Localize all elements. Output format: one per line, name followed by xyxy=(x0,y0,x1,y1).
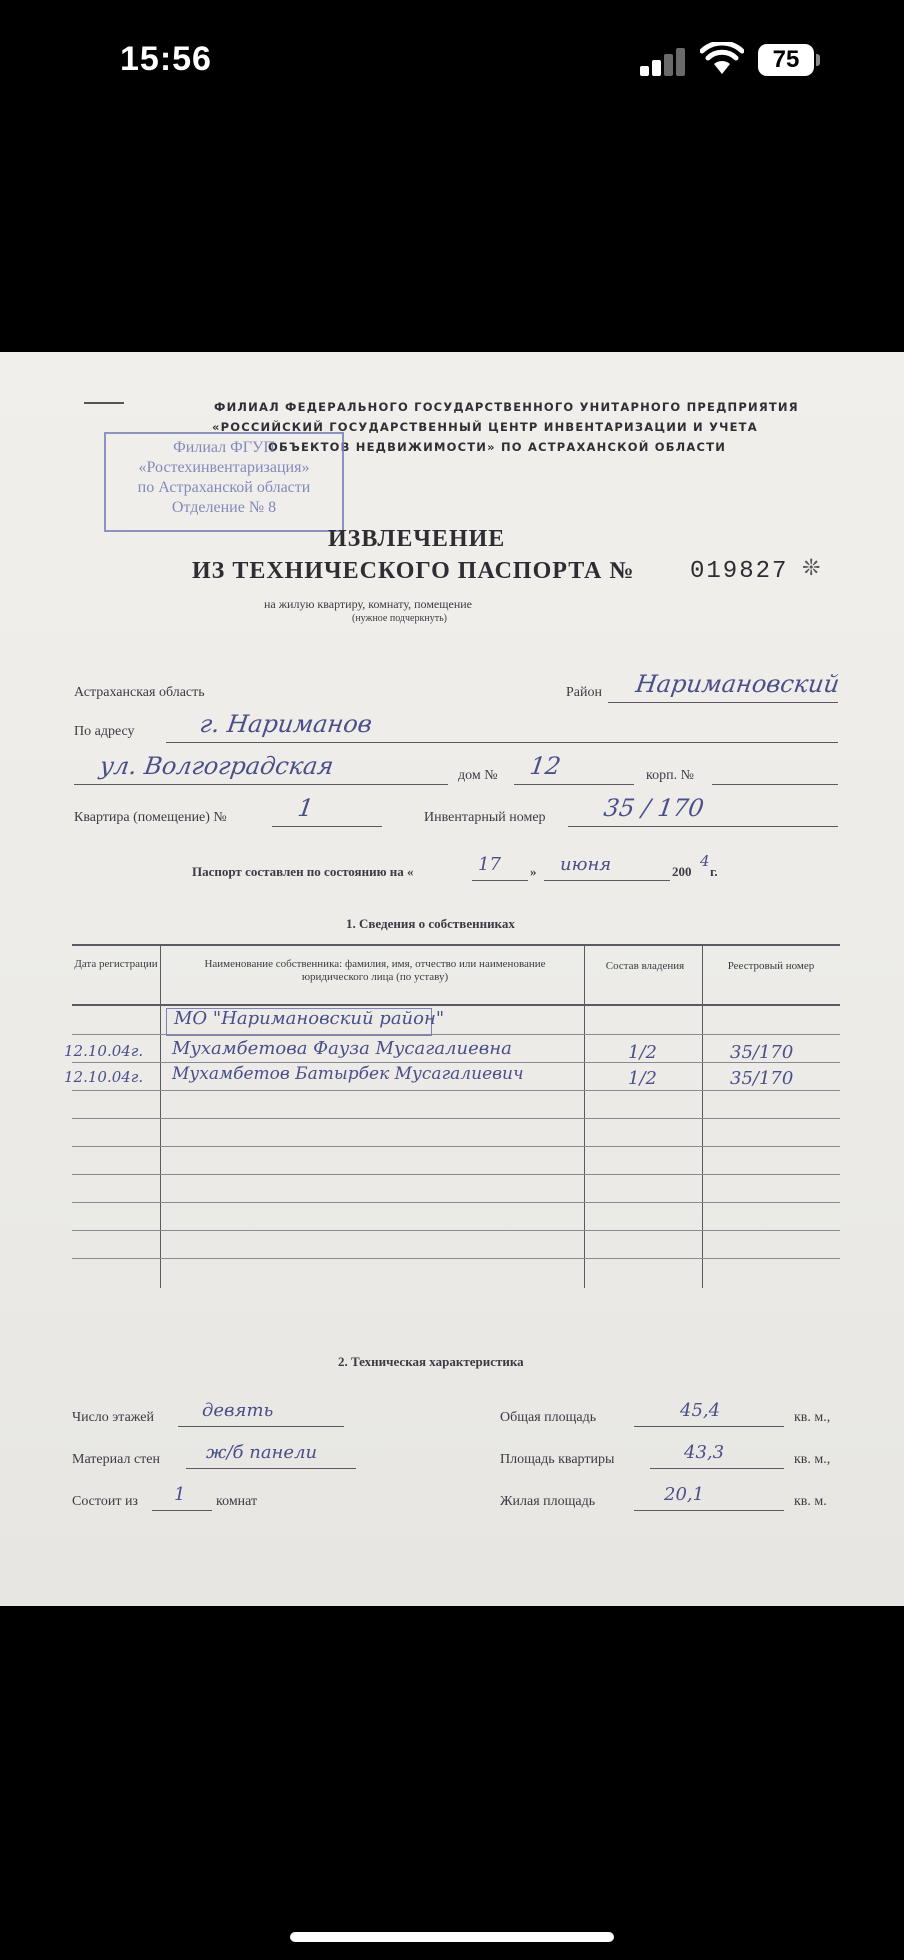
battery-icon: 75 xyxy=(758,44,814,76)
table-row: 12.10.04г. xyxy=(64,1068,144,1086)
house-underline xyxy=(514,784,634,785)
address-value: г. Нариманов xyxy=(198,710,374,738)
walls-value: ж/б панели xyxy=(206,1442,318,1463)
stamp-line: Филиал ФГУП xyxy=(173,439,275,456)
stamp-line: Отделение № 8 xyxy=(171,499,277,516)
passport-number: 019827 xyxy=(690,558,789,585)
corner-mark xyxy=(84,402,124,404)
purpose-note: (нужное подчеркнуть) xyxy=(352,613,447,624)
unit-3: кв. м. xyxy=(794,1494,827,1509)
street-value: ул. Волгоградская xyxy=(98,752,336,780)
date-month: июня xyxy=(560,854,612,875)
col-header-date: Дата регистрации xyxy=(74,958,158,970)
apartment-value: 1 xyxy=(296,794,316,822)
living-area-value: 20,1 xyxy=(664,1484,705,1505)
header-line-3: ОБЪЕКТОВ НЕДВИЖИМОСТИ» ПО АСТРАХАНСКОЙ ОБЛАСТИ xyxy=(268,440,727,454)
table-top-border xyxy=(72,944,840,946)
purpose-line: на жилую квартиру, комнату, помещение xyxy=(264,597,472,611)
header-line-1: ФИЛИАЛ ФЕДЕРАЛЬНОГО ГОСУДАРСТВЕННОГО УНИТАРНОГО ПРЕДПРИЯТИЯ xyxy=(214,400,799,414)
rooms-suffix: комнат xyxy=(216,1494,258,1509)
home-indicator[interactable] xyxy=(290,1932,614,1942)
district-underline xyxy=(608,702,838,703)
section-2-title: 2. Техническая характеристика xyxy=(338,1354,524,1369)
table-row: Мухамбетов Батырбек Мусагалиевич xyxy=(172,1064,524,1084)
apartment-label: Квартира (помещение) № xyxy=(74,810,227,825)
building-label: корп. № xyxy=(646,768,694,783)
apt-area-label: Площадь квартиры xyxy=(500,1452,615,1467)
col-header-registry: Реестровый номер xyxy=(727,960,815,972)
building-underline xyxy=(712,784,838,785)
header-line-2: «РОССИЙСКИЙ ГОСУДАРСТВЕННЫЙ ЦЕНТР ИНВЕНТАРИЗАЦИИ И УЧЕТА xyxy=(212,420,758,434)
apartment-underline xyxy=(272,826,382,827)
total-area-value: 45,4 xyxy=(680,1400,721,1421)
date-prefix: Паспорт составлен по состоянию на « xyxy=(192,864,414,879)
office-stamp xyxy=(104,432,344,532)
battery-tip xyxy=(816,54,820,66)
status-bar xyxy=(0,0,904,120)
district-label: Район xyxy=(566,685,602,700)
table-row: 1/2 xyxy=(628,1042,657,1063)
total-area-label: Общая площадь xyxy=(500,1410,597,1425)
date-day-underline xyxy=(472,880,528,881)
rooms-value: 1 xyxy=(174,1484,186,1505)
house-value: 12 xyxy=(528,752,563,780)
col-header-share: Состав владения xyxy=(605,960,685,972)
district-value: Наримановский xyxy=(634,670,842,698)
address-label: По адресу xyxy=(74,724,135,739)
table-row: 35/170 xyxy=(730,1042,794,1063)
inventory-label: Инвентарный номер xyxy=(424,810,546,825)
table-row: 1/2 xyxy=(628,1068,657,1089)
inventory-value: 35 / 170 xyxy=(602,794,706,822)
floors-value: девять xyxy=(202,1400,274,1421)
table-row: МО "Наримановский район" xyxy=(174,1008,445,1029)
document-page: ФИЛИАЛ ФЕДЕРАЛЬНОГО ГОСУДАРСТВЕННОГО УНИТАРНОГО ПРЕДПРИЯТИЯ «РОССИЙСКИЙ ГОСУДАРСТВЕННЫЙ ЦЕНТР ИНВЕНТАРИЗАЦИИ И УЧЕТА ОБЪЕКТОВ НЕДВИЖИМОСТИ» ПО АСТРАХАНСКОЙ ОБЛАСТИ Филиал ФГУП «Ростехинвентаризация» по Астраханской области Отделение № 8 ИЗВЛЕЧЕНИЕ ИЗ ТЕХНИЧЕСКОГО ПАСПОРТА № 019827 ❊ на жилую квартиру, комнату, помещение (нужное подчеркнуть) Астраханская область Район Наримановский По адресу г. Нариманов ул. Волгоградская дом № 12 корп. № Квартира (помещение) № 1 Инвентарный номер 35 / 170 Паспорт составлен по состоянию на « 17 » июня 200 4 г. 1. Сведения о собственниках Дата регистрации Наименование собственника: фамилия, имя, отчество или наименование юридического лица (по уставу) Состав владения Реестровый номер МО "Наримановский район" 12.10.04г. Мухамбетова Фауза Мусагалиевна 1/2 35/170 12.10.04г. Мухамбетов Батырбек Мусагалиевич 1/2 35/170 2. Техническая характеристика Число этажей девять Материал стен ж/б панели Состоит из 1 комнат Общая площадь 45,4 кв. м., Площадь квартиры 43,3 кв. м., Жилая площадь 20,1 кв. м. xyxy=(0,352,904,1606)
section-1-title: 1. Сведения о собственниках xyxy=(346,916,515,931)
unit-2: кв. м., xyxy=(794,1452,831,1467)
address-underline xyxy=(166,742,838,743)
floors-label: Число этажей xyxy=(72,1410,154,1425)
walls-label: Материал стен xyxy=(72,1452,160,1467)
document-subtitle-title: ИЗ ТЕХНИЧЕСКОГО ПАСПОРТА № xyxy=(192,558,635,584)
table-row: Мухамбетова Фауза Мусагалиевна xyxy=(172,1038,512,1059)
rooms-prefix: Состоит из xyxy=(72,1494,138,1509)
cellular-signal-icon xyxy=(640,46,688,76)
apt-area-value: 43,3 xyxy=(684,1442,725,1463)
status-time: 15:56 xyxy=(120,40,212,78)
date-year-suffix: 4 xyxy=(700,852,710,870)
asterisk-icon: ❊ xyxy=(802,556,821,581)
street-underline xyxy=(74,784,448,785)
region-label: Астраханская область xyxy=(74,685,205,700)
table-header-border xyxy=(72,1004,840,1006)
date-month-underline xyxy=(544,880,670,881)
date-year-prefix: 200 xyxy=(672,864,692,879)
living-area-label: Жилая площадь xyxy=(500,1494,596,1509)
table-row: 12.10.04г. xyxy=(64,1042,144,1060)
stamp-line: «Ростехинвентаризация» xyxy=(138,459,310,476)
wifi-icon xyxy=(700,42,744,76)
document-title: ИЗВЛЕЧЕНИЕ xyxy=(328,526,506,552)
col-header-name: Наименование собственника: фамилия, имя, отчество или наименование юридического лица (по уставу) xyxy=(204,958,546,983)
unit-1: кв. м., xyxy=(794,1410,831,1425)
table-row: 35/170 xyxy=(730,1068,794,1089)
date-day: 17 xyxy=(478,854,501,875)
house-label: дом № xyxy=(458,768,498,783)
inventory-underline xyxy=(568,826,838,827)
date-year-end: г. xyxy=(710,864,718,879)
stamp-line: по Астраханской области xyxy=(137,479,311,496)
